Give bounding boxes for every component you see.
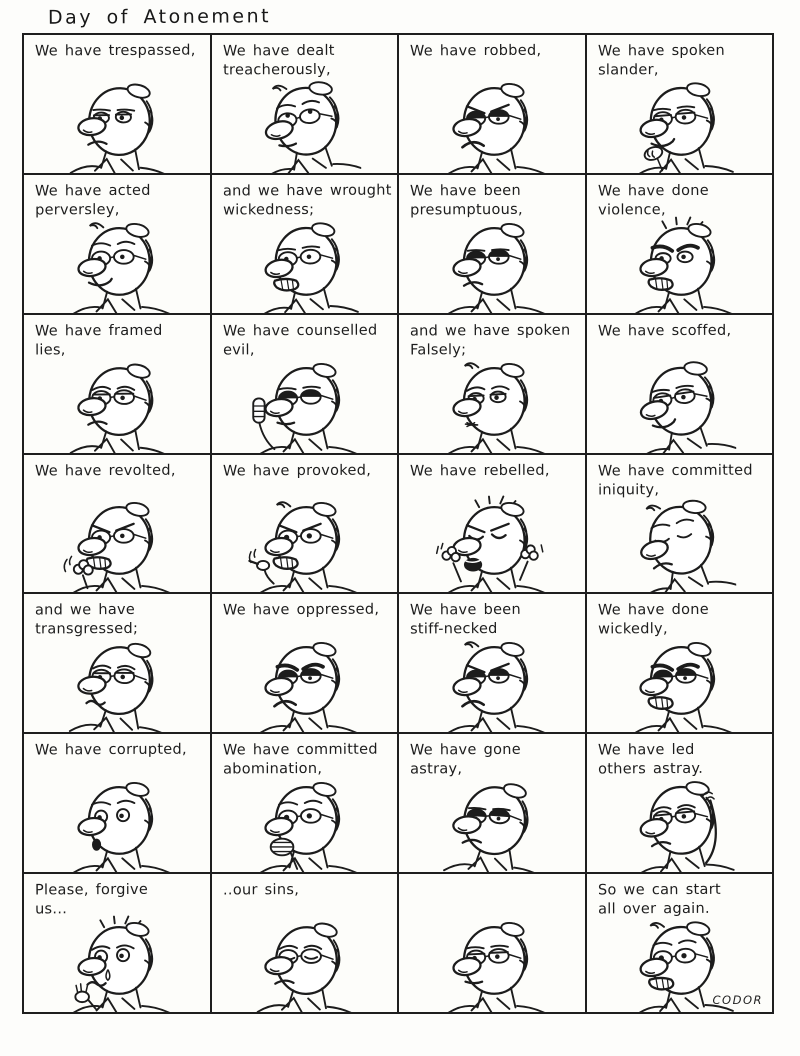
cartoon-face-trespassed (60, 76, 174, 173)
cartoon-face-transgressed (60, 635, 174, 732)
cartoon-face-stiffnecked (435, 635, 549, 732)
panel-caption: We have committed abomination, (222, 741, 378, 778)
cartoon-face-presumptuous (435, 216, 549, 313)
cartoon-face-goneastray (435, 775, 549, 872)
cartoon-face-framedlies (60, 356, 174, 453)
panel-caption: We have been stiff-necked (409, 602, 522, 638)
panel-caption: We have trespassed, (34, 42, 196, 60)
panel-caption: We have spoken slander, (597, 42, 725, 79)
cartoon-face-ledastray (622, 775, 736, 872)
comic-panel (212, 734, 398, 872)
cartoon-face-treacherous (247, 76, 361, 173)
comic-panel (24, 175, 210, 313)
cartoon-face-robbed (435, 76, 549, 173)
panel-caption: So we can start all over again. (597, 881, 721, 918)
panel-caption: We have scoffed, (597, 322, 731, 340)
comic-panel (587, 455, 773, 593)
panel-caption: and we have transgressed; (34, 602, 139, 638)
cartoon-face-rebelled (435, 495, 549, 592)
panel-caption: We have framed lies, (34, 322, 163, 359)
cartoon-face-oursins (247, 915, 361, 1012)
panel-caption: We have acted perversley, (34, 182, 151, 219)
comic-panel (24, 874, 210, 1012)
panel-caption: We have provoked, (222, 462, 371, 480)
panel-caption: We have committed iniquity, (597, 462, 753, 499)
comic-panel (212, 594, 398, 732)
cartoon-face-corrupted (60, 775, 174, 872)
comic-panel (399, 734, 585, 872)
comic-panel (399, 594, 585, 732)
cartoon-face-abomination (247, 775, 361, 872)
panel-caption: and we have spoken Falsely; (409, 322, 571, 359)
comic-panel (587, 594, 773, 732)
cartoon-face-wickedness (247, 216, 361, 313)
comic-panel (587, 315, 773, 453)
comic-panel (587, 175, 773, 313)
panel-caption: Please, forgive us... (34, 881, 149, 918)
comic-panel (399, 35, 585, 173)
panel-caption: We have gone astray, (409, 742, 521, 778)
comic-panel (212, 35, 398, 173)
comic-panel (24, 455, 210, 593)
comic-panel (212, 874, 398, 1012)
cartoon-face-forgiveus (60, 915, 174, 1012)
panel-caption: ..our sins, (222, 882, 299, 899)
panel-caption: We have done violence, (597, 182, 709, 219)
cartoon-face-waiting (435, 915, 549, 1012)
comic-panel (24, 315, 210, 453)
artist-signature: CODOR (712, 993, 763, 1007)
panel-caption: We have rebelled, (409, 462, 550, 480)
comic-panel (212, 315, 398, 453)
panel-caption: We have oppressed, (222, 602, 379, 619)
cartoon-face-oppressed (247, 635, 361, 732)
cartoon-face-wickedly (622, 635, 736, 732)
cartoon-face-provoked (247, 495, 361, 592)
comic-title: Day of Atonement (47, 5, 272, 29)
panel-caption: and we have wrought wickedness; (222, 182, 392, 219)
comic-panel (587, 734, 773, 872)
comic-panel (24, 35, 210, 173)
panel-caption: We have dealt treacherously, (222, 42, 335, 79)
cartoon-face-violence (622, 216, 736, 313)
comic-panel (399, 874, 585, 1012)
panel-caption: We have counselled evil, (222, 322, 377, 359)
comic-grid (22, 33, 774, 1014)
panel-caption: We have been presumptuous, (409, 182, 523, 219)
panel-caption: We have led others astray. (597, 742, 703, 778)
panel-caption: We have revolted, (34, 462, 176, 480)
comic-panel (587, 35, 773, 173)
cartoon-face-counselled (247, 356, 361, 453)
comic-panel (24, 594, 210, 732)
panel-caption: We have robbed, (409, 42, 542, 60)
comic-panel (24, 734, 210, 872)
panel-caption (410, 881, 579, 882)
comic-panel (399, 315, 585, 453)
cartoon-face-perverse (60, 216, 174, 313)
comic-panel (212, 175, 398, 313)
panel-caption: We have done wickedly, (597, 602, 709, 638)
comic-panel (399, 175, 585, 313)
comic-panel (212, 455, 398, 593)
panel-caption: We have corrupted, (34, 741, 187, 759)
cartoon-face-revolted (60, 495, 174, 592)
cartoon-face-slander (622, 76, 736, 173)
cartoon-face-scoffed (622, 356, 736, 453)
comic-panel (399, 455, 585, 593)
cartoon-face-iniquity (622, 495, 736, 592)
cartoon-face-falsely (435, 356, 549, 453)
comic-panel (587, 874, 773, 1012)
